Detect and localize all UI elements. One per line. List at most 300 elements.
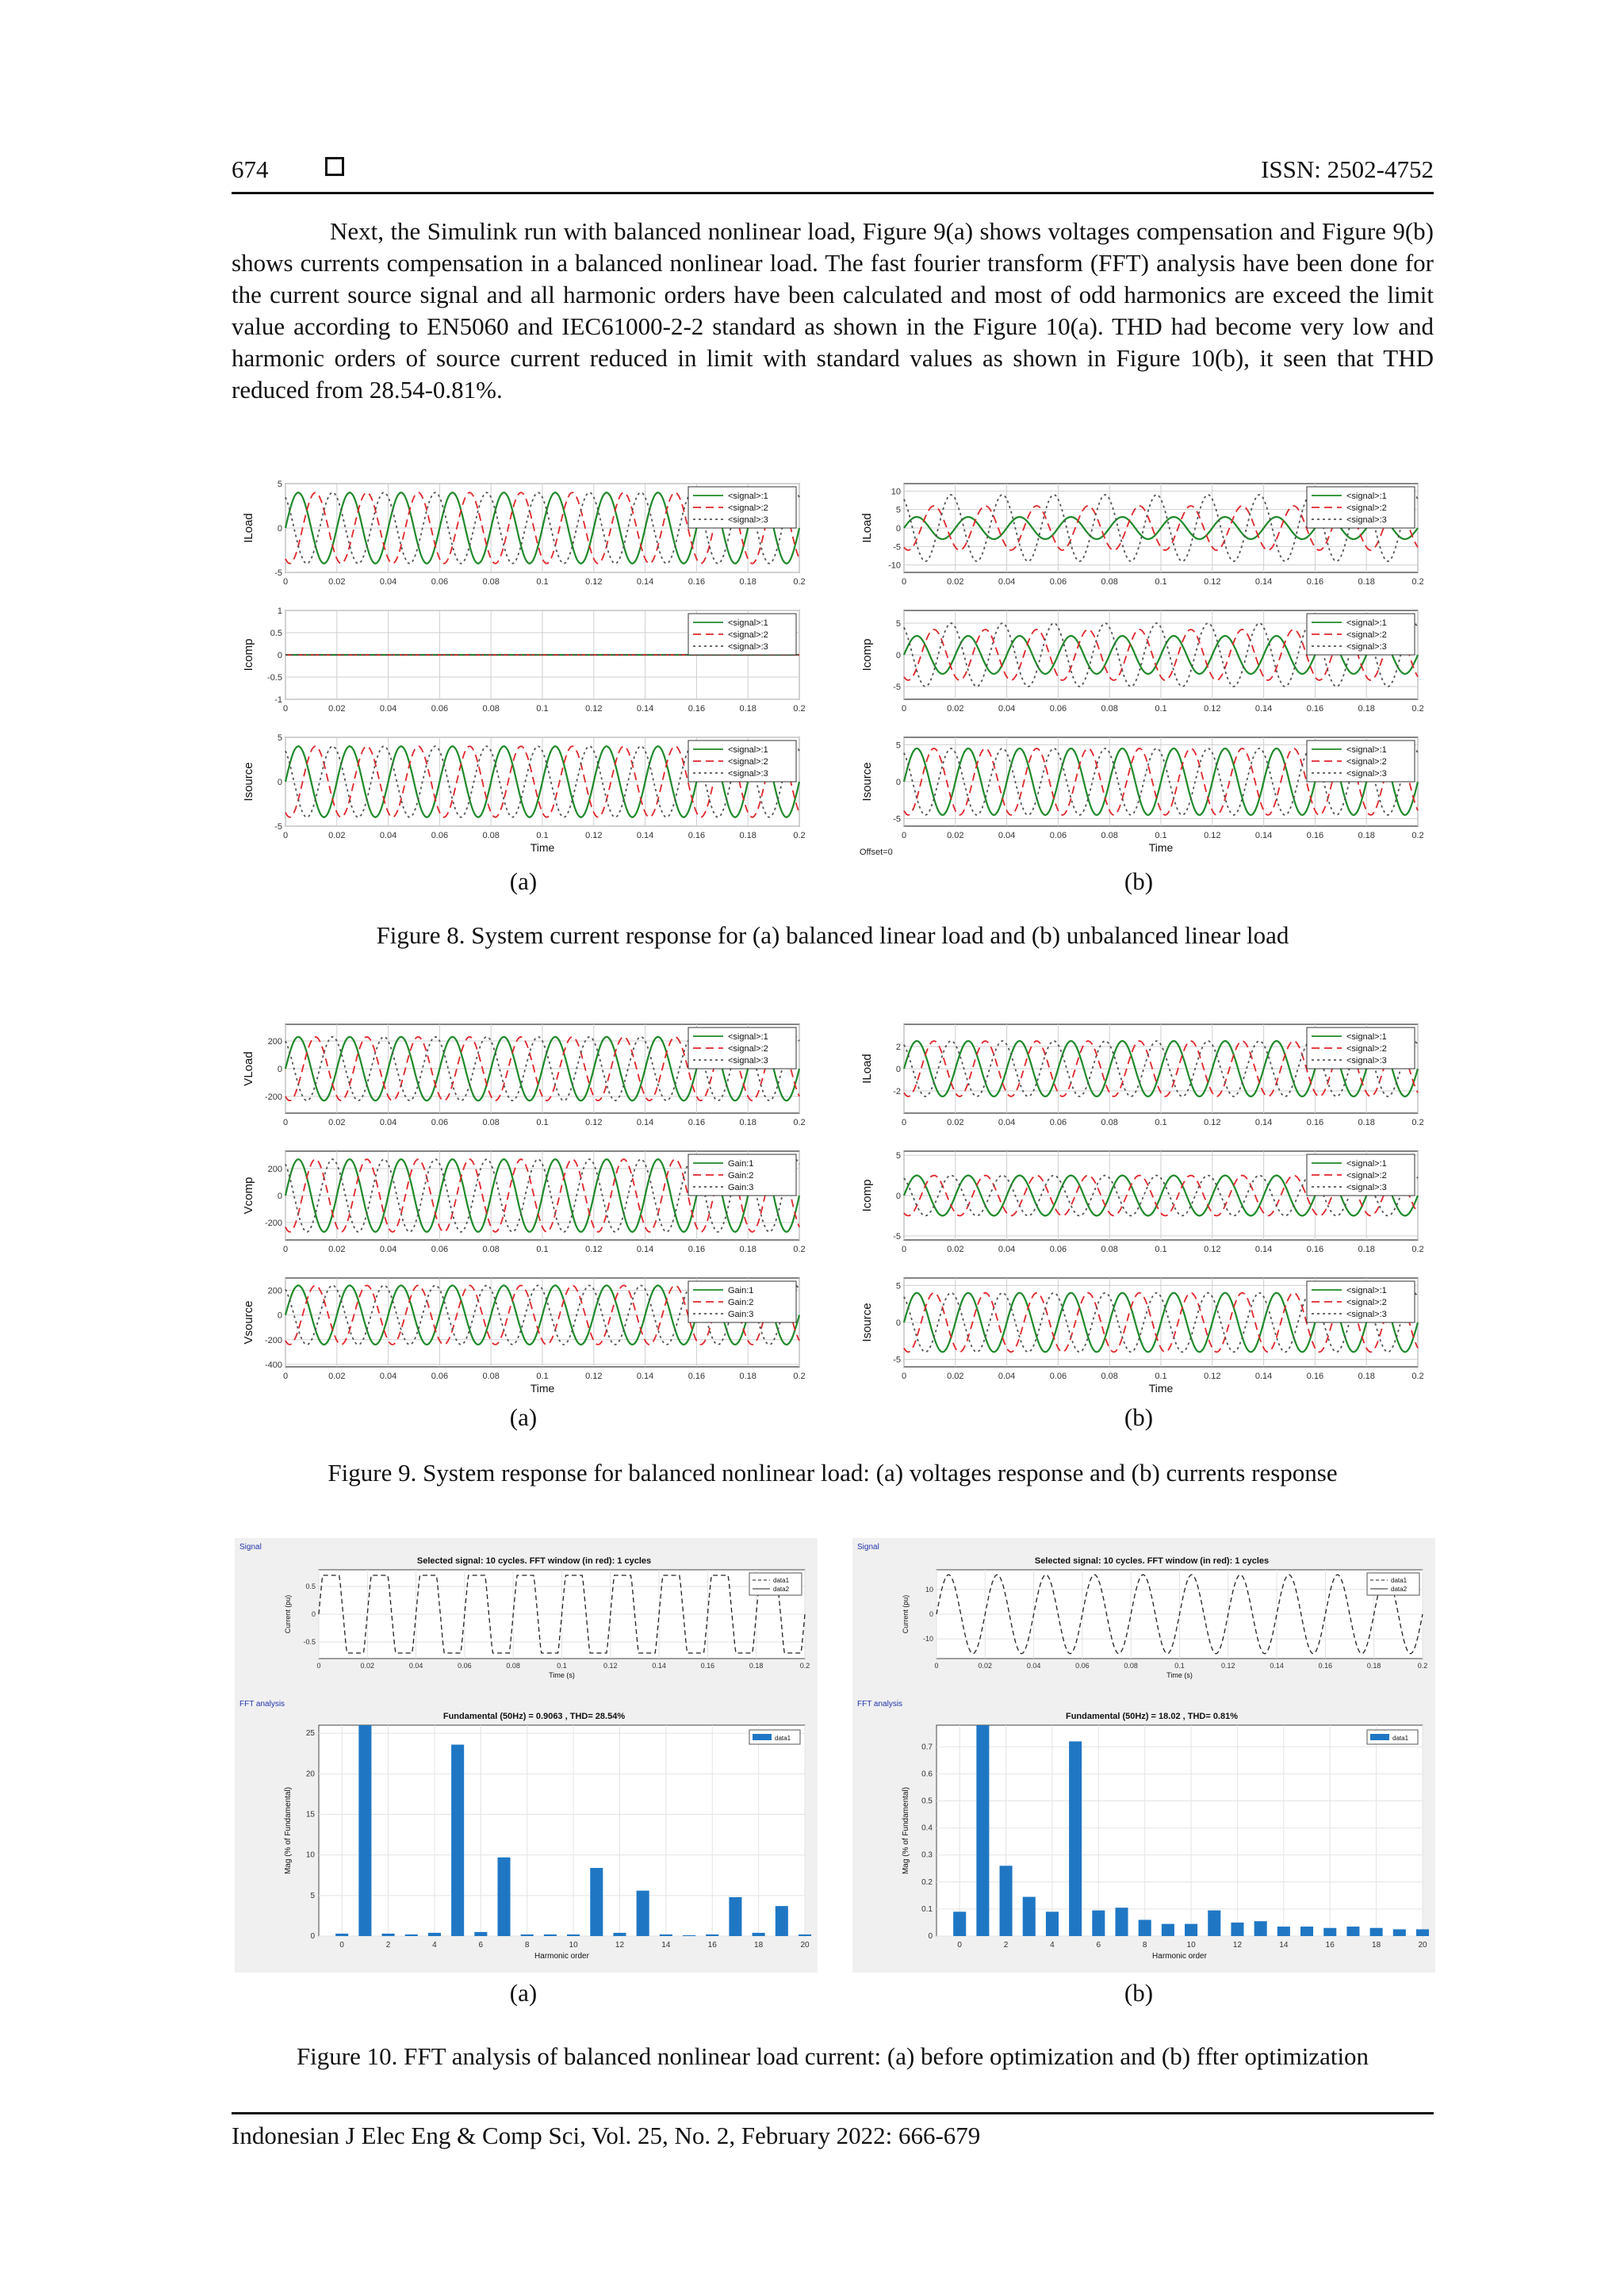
legend-entry: <signal>:2 <box>1346 1044 1387 1054</box>
x-tick-label: 0.12 <box>585 1245 603 1254</box>
y-tick-label: 25 <box>305 1729 315 1739</box>
legend-entry: <signal>:3 <box>728 769 768 779</box>
legend-entry: <signal>:2 <box>728 503 768 513</box>
legend-entry: data1 <box>773 1577 790 1584</box>
x-tick-label: 0.2 <box>793 1245 806 1254</box>
x-tick-label: 0.14 <box>1254 577 1273 587</box>
scope-panel <box>860 1278 1424 1395</box>
x-tick-label: 0.08 <box>1101 577 1118 587</box>
x-tick-label: 0.18 <box>1358 577 1375 587</box>
scope-panel <box>242 607 806 714</box>
x-tick-label: 0.04 <box>998 831 1016 840</box>
x-tick-label: 0.04 <box>379 704 397 714</box>
x-tick-label: 0.2 <box>793 831 806 840</box>
legend-entry: <signal>:1 <box>728 492 768 501</box>
harmonic-bar <box>358 1725 371 1936</box>
legend-entry: <signal>:1 <box>728 618 768 628</box>
x-tick-label: 0.2 <box>799 1662 810 1670</box>
signal-y-axis-label: Current (pu) <box>284 1594 292 1634</box>
harmonic-bar <box>660 1934 672 1936</box>
x-tick-label: 0.2 <box>1411 704 1424 714</box>
legend-entry: <signal>:2 <box>728 1044 768 1054</box>
x-tick-label: 0.02 <box>947 831 964 840</box>
x-tick-label: 0.2 <box>793 577 806 587</box>
footer-rule <box>232 2112 1434 2114</box>
x-tick-label: 0.04 <box>379 1245 397 1254</box>
x-tick-label: 0.02 <box>328 1372 346 1381</box>
legend-entry: data1 <box>1391 1577 1408 1584</box>
y-tick-label: -400 <box>264 1360 282 1370</box>
y-tick-label: 0.6 <box>921 1770 933 1779</box>
x-tick-label: 0.14 <box>1254 831 1273 840</box>
harmonic-bar <box>451 1745 464 1936</box>
y-axis-label: VLoad <box>242 1051 255 1086</box>
x-tick-label: 0 <box>282 577 289 587</box>
legend-entry: Gain:2 <box>728 1171 754 1181</box>
x-tick-label: 0.2 <box>1411 1372 1424 1381</box>
signal-panel-title: Selected signal: 10 cycles. FFT window (in red): 1 cycles <box>1034 1556 1270 1566</box>
legend-entry: <signal>:3 <box>1346 515 1387 525</box>
y-axis-label: Isource <box>242 762 255 802</box>
x-tick-label: 0.04 <box>998 1118 1016 1127</box>
x-tick-label: 0.06 <box>431 1372 449 1381</box>
y-tick-label: -5 <box>893 814 901 825</box>
y-tick-label: 0.3 <box>921 1850 933 1860</box>
y-tick-label: -5 <box>893 1231 901 1242</box>
footer-citation: Indonesian J Elec Eng & Comp Sci, Vol. 25, No. 2, February 2022: 666-679 <box>232 2122 981 2149</box>
legend-entry: data1 <box>1392 1735 1409 1742</box>
x-tick-label: 0.2 <box>1417 1662 1428 1670</box>
x-tick-label: 0.12 <box>585 577 603 587</box>
y-tick-label: 15 <box>305 1810 315 1820</box>
x-tick-label: 0.08 <box>1124 1662 1138 1670</box>
x-tick-label: 0.2 <box>793 1118 806 1127</box>
harmonic-bar <box>1323 1928 1336 1936</box>
x-tick-label: 0.16 <box>688 1372 706 1381</box>
y-tick-label: 0.5 <box>305 1582 316 1590</box>
legend-entry: <signal>:1 <box>1346 1032 1387 1042</box>
x-tick-label: 0.06 <box>458 1662 472 1670</box>
x-tick-label: 0.08 <box>482 577 500 587</box>
x-tick-label: 0 <box>282 1245 289 1254</box>
y-tick-label: -5 <box>274 568 282 578</box>
figure-9a-chart <box>238 1015 809 1397</box>
y-tick-label: 0 <box>277 1065 282 1074</box>
x-tick-label: 0.16 <box>688 577 706 587</box>
x-tick-label: 0.14 <box>636 1245 654 1254</box>
y-tick-label: 0 <box>895 1318 901 1328</box>
y-tick-label: -10 <box>888 561 901 571</box>
x-tick-label: 0.06 <box>431 1245 449 1254</box>
x-tick-label: 0 <box>901 577 907 587</box>
legend-entry: <signal>:1 <box>1346 618 1387 628</box>
harmonic-bar <box>776 1906 788 1936</box>
x-axis-label: Time <box>530 1382 555 1395</box>
body-paragraph-block <box>232 216 1434 406</box>
figure-8a-label: (a) <box>509 867 538 895</box>
y-tick-label: -0.5 <box>267 673 282 683</box>
x-tick-label: 0.1 <box>1155 577 1167 587</box>
x-tick-label: 0.12 <box>1204 1245 1221 1254</box>
x-tick-label: 0.04 <box>408 1662 423 1670</box>
x-tick-label: 0.04 <box>998 1245 1016 1254</box>
legend <box>1307 614 1415 655</box>
x-tick-label: 0.02 <box>360 1662 375 1670</box>
x-tick-label: 0.1 <box>536 831 549 840</box>
harmonic-bar <box>1023 1897 1036 1936</box>
x-tick-label: 0.06 <box>1049 831 1067 840</box>
x-tick-label: 0.16 <box>688 1118 706 1127</box>
y-tick-label: -1 <box>274 695 282 705</box>
harmonic-bar <box>567 1934 580 1936</box>
x-tick-label: 0.16 <box>1318 1662 1333 1670</box>
x-tick-label: 12 <box>1232 1941 1243 1950</box>
x-tick-label: 0.1 <box>1174 1662 1185 1670</box>
x-tick-label: 0.02 <box>947 577 964 587</box>
harmonic-bar <box>1346 1927 1359 1936</box>
x-tick-label: 0.1 <box>1155 1245 1167 1254</box>
x-tick-label: 0.02 <box>328 704 346 714</box>
figure-9b-chart <box>856 1015 1427 1397</box>
x-tick-label: 0.12 <box>1221 1662 1235 1670</box>
legend <box>688 1281 796 1322</box>
scope-panel <box>242 1024 806 1127</box>
legend <box>1307 1281 1415 1322</box>
x-tick-label: 0.2 <box>793 704 806 714</box>
y-tick-label: 0 <box>895 524 901 534</box>
x-tick-label: 0 <box>339 1941 344 1950</box>
scope-panel <box>860 484 1424 587</box>
scope-panel <box>860 610 1424 714</box>
figure-8a-chart <box>238 474 809 861</box>
y-tick-label: -10 <box>922 1635 933 1644</box>
y-tick-label: 0.7 <box>921 1743 933 1752</box>
harmonic-bar <box>590 1868 603 1936</box>
body-paragraph: Next, the Simulink run with balanced nonlinear load, Figure 9(a) shows voltages compensation and Figure 9(b) shows currents compensation in a balanced nonlinear load. The fast fourier transform (FFT) analysis have been done for the current source signal and all harmonic orders have been calculated and most of odd harmonics are exceed the limit value according to EN5060 and IEC61000-2-2 standard as shown in the Figure 10(a). THD had become very low and harmonic orders of source current reduced in limit with standard values as shown in Figure 10(b), it seen that THD reduced from 28.54-0.81%. <box>232 217 1434 404</box>
y-tick-label: 0 <box>277 1311 282 1321</box>
x-tick-label: 0.08 <box>482 1372 500 1381</box>
x-tick-label: 20 <box>1418 1941 1427 1950</box>
square-bullet-icon <box>325 157 344 176</box>
y-axis-label: Isource <box>860 762 874 802</box>
harmonic-bar <box>544 1934 557 1936</box>
x-tick-label: 0.2 <box>1411 831 1424 840</box>
x-tick-label: 0 <box>901 1245 907 1254</box>
x-tick-label: 0.08 <box>1101 1118 1118 1127</box>
harmonic-bar <box>405 1934 418 1936</box>
y-tick-label: 5 <box>895 505 901 515</box>
x-tick-label: 0.08 <box>482 1118 500 1127</box>
harmonic-bar <box>1092 1911 1105 1936</box>
y-tick-label: 0 <box>895 1065 901 1074</box>
x-tick-label: 0 <box>934 1662 939 1670</box>
issn: ISSN: 2502-4752 <box>1261 155 1434 183</box>
x-tick-label: 0.12 <box>1204 577 1221 587</box>
x-tick-label: 0.12 <box>585 831 603 840</box>
legend-entry: Gain:2 <box>728 1298 754 1307</box>
x-tick-label: 0.14 <box>636 1118 654 1127</box>
x-tick-label: 0.04 <box>998 577 1016 587</box>
x-tick-label: 0.12 <box>1204 831 1221 840</box>
legend-entry: <signal>:3 <box>728 515 768 525</box>
fft-panel-label: FFT analysis <box>239 1700 285 1709</box>
y-tick-label: 0 <box>277 651 282 660</box>
x-tick-label: 0.06 <box>1049 577 1067 587</box>
x-tick-label: 0.08 <box>482 704 500 714</box>
y-tick-label: 5 <box>310 1891 315 1900</box>
y-tick-label: 0 <box>895 651 901 660</box>
y-axis-label: Isource <box>860 1303 874 1342</box>
y-tick-label: -2 <box>893 1087 901 1096</box>
harmonic-bar <box>729 1897 741 1936</box>
x-tick-label: 0.14 <box>636 1372 654 1381</box>
legend <box>1307 1027 1415 1069</box>
x-tick-label: 0.04 <box>379 1118 397 1127</box>
x-tick-label: 0.06 <box>431 577 449 587</box>
legend-entry: <signal>:3 <box>1346 769 1387 779</box>
x-tick-label: 0.16 <box>1306 831 1324 840</box>
legend-entry: data2 <box>773 1586 790 1593</box>
legend-entry: <signal>:2 <box>1346 757 1387 767</box>
x-tick-label: 0.06 <box>431 704 449 714</box>
harmonic-bar <box>474 1932 487 1936</box>
x-tick-label: 0.1 <box>536 577 549 587</box>
legend-entry: Gain:1 <box>728 1159 754 1169</box>
harmonic-bar <box>1069 1741 1082 1936</box>
x-tick-label: 2 <box>1003 1941 1009 1950</box>
x-tick-label: 0 <box>316 1662 321 1670</box>
x-tick-label: 0 <box>901 1372 907 1381</box>
legend-entry: data1 <box>775 1735 791 1742</box>
y-tick-label: 0 <box>928 1932 933 1941</box>
x-tick-label: 0.18 <box>1358 1118 1375 1127</box>
harmonic-bar <box>976 1725 989 1936</box>
fft-x-axis-label: Harmonic order <box>1152 1952 1207 1961</box>
header-rule <box>232 192 1434 194</box>
x-axis-label: Time <box>530 841 555 854</box>
fft-y-axis-label: Mag (% of Fundamental) <box>284 1786 293 1875</box>
x-tick-label: 0.18 <box>1358 831 1375 840</box>
x-tick-label: 8 <box>1142 1941 1147 1950</box>
signal-panel-label: Signal <box>857 1543 879 1552</box>
legend-entry: <signal>:1 <box>1346 745 1387 755</box>
y-tick-label: 0 <box>895 1192 901 1201</box>
y-tick-label: 200 <box>267 1286 282 1296</box>
y-tick-label: -5 <box>893 542 901 553</box>
y-tick-label: 2 <box>895 1043 901 1052</box>
harmonic-bar <box>1162 1924 1174 1936</box>
x-axis-label: Time <box>1148 841 1174 854</box>
scope-panel <box>242 480 806 587</box>
x-tick-label: 0.18 <box>1366 1662 1381 1670</box>
x-tick-label: 0 <box>282 1118 289 1127</box>
legend-entry: <signal>:1 <box>728 1032 768 1042</box>
legend <box>688 614 796 655</box>
fft-panel-title: Fundamental (50Hz) = 0.9063 , THD= 28.54% <box>442 1712 626 1721</box>
legend-entry: <signal>:2 <box>1346 1171 1387 1181</box>
legend-entry: <signal>:3 <box>1346 642 1387 652</box>
x-tick-label: 0.1 <box>536 704 549 714</box>
x-tick-label: 0.14 <box>1254 704 1273 714</box>
scope-panel <box>860 737 1424 854</box>
figure-10-caption: Figure 10. FFT analysis of balanced nonlinear load current: (a) before optimization and (b) ffter optimization <box>296 2042 1369 2070</box>
x-tick-label: 0.04 <box>379 577 397 587</box>
harmonic-bar <box>1000 1866 1013 1936</box>
x-tick-label: 6 <box>1096 1941 1101 1950</box>
signal-panel-label: Signal <box>239 1543 262 1552</box>
legend-entry: <signal>:3 <box>728 642 768 652</box>
x-tick-label: 0 <box>282 1372 289 1381</box>
y-axis-label: ILoad <box>242 513 255 543</box>
legend-entry: Gain:1 <box>728 1286 754 1295</box>
x-tick-label: 0.16 <box>688 1245 706 1254</box>
x-tick-label: 0.04 <box>998 704 1016 714</box>
x-tick-label: 0.06 <box>431 1118 449 1127</box>
x-tick-label: 0.14 <box>1254 1245 1273 1254</box>
x-tick-label: 0.02 <box>328 1245 346 1254</box>
harmonic-bar <box>1139 1920 1151 1936</box>
scope-panel <box>860 1024 1424 1127</box>
figure-10b-chart <box>852 1538 1435 1973</box>
figure-10a-label: (a) <box>509 1979 538 2007</box>
x-tick-label: 0 <box>282 831 289 840</box>
y-tick-label: -0.5 <box>303 1638 316 1646</box>
legend-swatch <box>753 1734 772 1740</box>
x-tick-label: 0.1 <box>1155 1118 1167 1127</box>
harmonic-bar <box>1370 1928 1383 1936</box>
legend <box>688 487 796 528</box>
y-tick-label: 0.5 <box>270 629 282 638</box>
x-tick-label: 0.18 <box>749 1662 764 1670</box>
x-tick-label: 0.16 <box>1306 704 1324 714</box>
x-tick-label: 0.1 <box>557 1662 567 1670</box>
x-tick-label: 0.18 <box>1358 1372 1375 1381</box>
x-tick-label: 0.16 <box>688 831 706 840</box>
y-tick-label: 0.5 <box>921 1797 933 1806</box>
harmonic-bar <box>1416 1929 1429 1936</box>
legend-entry: data2 <box>1391 1586 1408 1593</box>
y-tick-label: 0 <box>310 1932 315 1941</box>
harmonic-bar <box>1231 1923 1243 1936</box>
scope-panel <box>242 1278 806 1395</box>
x-tick-label: 0.14 <box>1270 1662 1284 1670</box>
y-tick-label: -200 <box>264 1093 282 1102</box>
x-tick-label: 4 <box>432 1941 437 1950</box>
x-tick-label: 0.08 <box>1101 1245 1118 1254</box>
y-tick-label: 5 <box>277 733 282 743</box>
y-tick-label: 5 <box>895 1281 901 1292</box>
x-tick-label: 0.02 <box>947 1118 964 1127</box>
harmonic-bar <box>521 1934 534 1936</box>
x-tick-label: 0.14 <box>636 704 654 714</box>
harmonic-bar <box>799 1934 811 1936</box>
x-tick-label: 0.02 <box>947 1245 964 1254</box>
legend-entry: <signal>:2 <box>1346 630 1387 640</box>
y-axis-label: ILoad <box>860 513 874 543</box>
y-tick-label: 0 <box>929 1610 933 1618</box>
x-tick-label: 0.2 <box>1411 1118 1424 1127</box>
x-tick-label: 0.18 <box>739 1118 756 1127</box>
x-tick-label: 0 <box>901 704 907 714</box>
x-tick-label: 0.06 <box>1049 1372 1067 1381</box>
legend <box>1307 1154 1415 1196</box>
x-tick-label: 0.04 <box>379 831 397 840</box>
y-tick-label: 0 <box>895 778 901 787</box>
legend-entry: <signal>:1 <box>728 745 768 755</box>
x-tick-label: 0.04 <box>1026 1662 1041 1670</box>
legend-entry: <signal>:1 <box>1346 1159 1387 1169</box>
x-tick-label: 0.08 <box>1101 704 1118 714</box>
x-tick-label: 0.2 <box>1411 577 1424 587</box>
y-tick-label: 10 <box>891 487 901 497</box>
x-axis-label: Time <box>1148 1382 1174 1395</box>
figure-9b-label: (b) <box>1124 1403 1154 1431</box>
y-axis-label: Vsource <box>242 1300 255 1345</box>
legend <box>688 1027 796 1069</box>
legend-entry: <signal>:3 <box>1346 1056 1387 1066</box>
figure-8b-chart <box>856 474 1427 861</box>
harmonic-bar <box>1115 1908 1128 1936</box>
x-tick-label: 0.14 <box>652 1662 666 1670</box>
x-tick-label: 0.18 <box>739 577 756 587</box>
x-tick-label: 0.04 <box>998 1372 1016 1381</box>
legend-entry: <signal>:2 <box>1346 503 1387 513</box>
x-tick-label: 0.16 <box>688 704 706 714</box>
x-tick-label: 0.1 <box>1155 704 1167 714</box>
x-tick-label: 0 <box>957 1941 962 1950</box>
y-tick-label: -5 <box>274 822 282 832</box>
y-tick-label: 1 <box>277 607 282 616</box>
y-tick-label: 0 <box>277 778 282 787</box>
figure-8b-label: (b) <box>1124 867 1154 895</box>
x-tick-label: 0 <box>901 831 907 840</box>
x-tick-label: 0.14 <box>1254 1118 1273 1127</box>
y-tick-label: 0 <box>277 1192 282 1201</box>
harmonic-bar <box>1300 1927 1313 1936</box>
figure-9a-label: (a) <box>509 1403 538 1431</box>
fft-panel-label: FFT analysis <box>857 1700 903 1709</box>
harmonic-bar <box>382 1934 395 1936</box>
legend-entry: <signal>:1 <box>1346 1286 1387 1295</box>
y-axis-label: Icomp <box>860 1179 874 1212</box>
harmonic-bar <box>613 1933 626 1936</box>
harmonic-bar <box>335 1934 348 1936</box>
x-tick-label: 0.12 <box>1204 1118 1221 1127</box>
x-tick-label: 0.12 <box>1204 704 1221 714</box>
x-tick-label: 0.16 <box>1306 1245 1324 1254</box>
x-tick-label: 0.08 <box>482 1245 500 1254</box>
legend-entry: Gain:3 <box>728 1310 754 1319</box>
scope-panel <box>860 1151 1424 1254</box>
x-tick-label: 0.16 <box>1306 1118 1324 1127</box>
x-tick-label: 0.2 <box>793 1372 806 1381</box>
x-tick-label: 0.16 <box>1306 577 1324 587</box>
y-tick-label: 20 <box>305 1770 315 1779</box>
y-tick-label: -5 <box>893 683 901 692</box>
x-tick-label: 0.06 <box>1075 1662 1090 1670</box>
x-tick-label: 10 <box>569 1941 578 1950</box>
harmonic-bar <box>706 1934 718 1936</box>
x-tick-label: 0.04 <box>379 1372 397 1381</box>
legend-entry: <signal>:2 <box>1346 1298 1387 1307</box>
harmonic-bar <box>1046 1911 1059 1936</box>
y-tick-label: -200 <box>264 1218 282 1228</box>
legend-entry: <signal>:3 <box>1346 1183 1387 1192</box>
legend-entry: <signal>:1 <box>1346 492 1387 501</box>
y-axis-label: Vcomp <box>242 1177 255 1215</box>
x-tick-label: 0 <box>901 1118 907 1127</box>
x-tick-label: 0.12 <box>1204 1372 1221 1381</box>
